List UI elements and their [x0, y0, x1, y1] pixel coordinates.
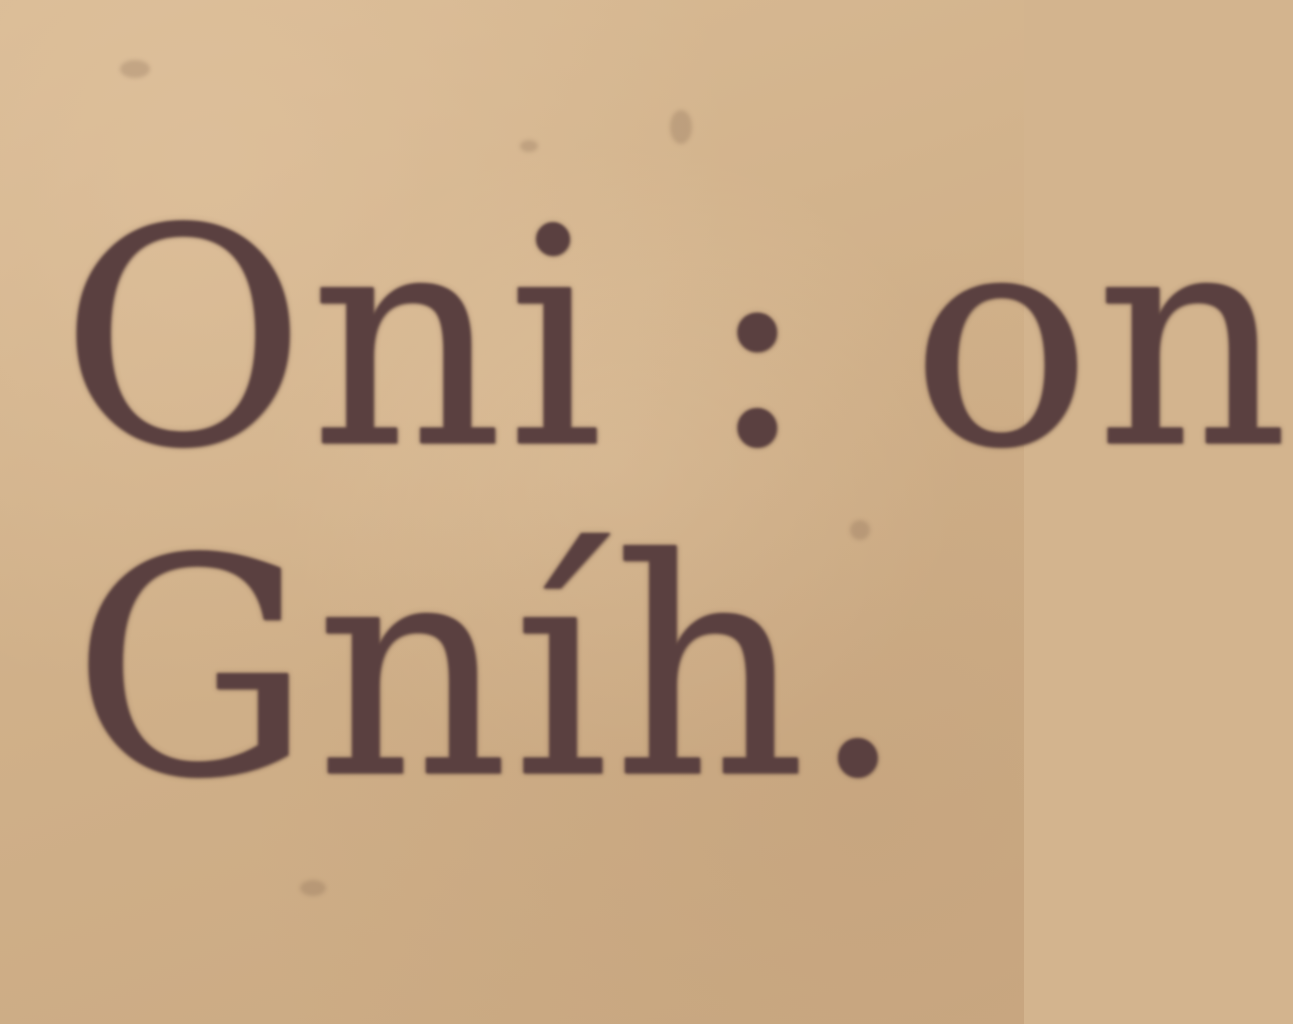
paper-stain	[120, 60, 150, 78]
paper-stain	[300, 880, 326, 896]
text-line-2: Gníh.	[72, 495, 910, 844]
text-line-1: Oni : on	[60, 165, 1293, 514]
paper-stain	[670, 110, 692, 144]
paper-stain	[520, 140, 538, 152]
